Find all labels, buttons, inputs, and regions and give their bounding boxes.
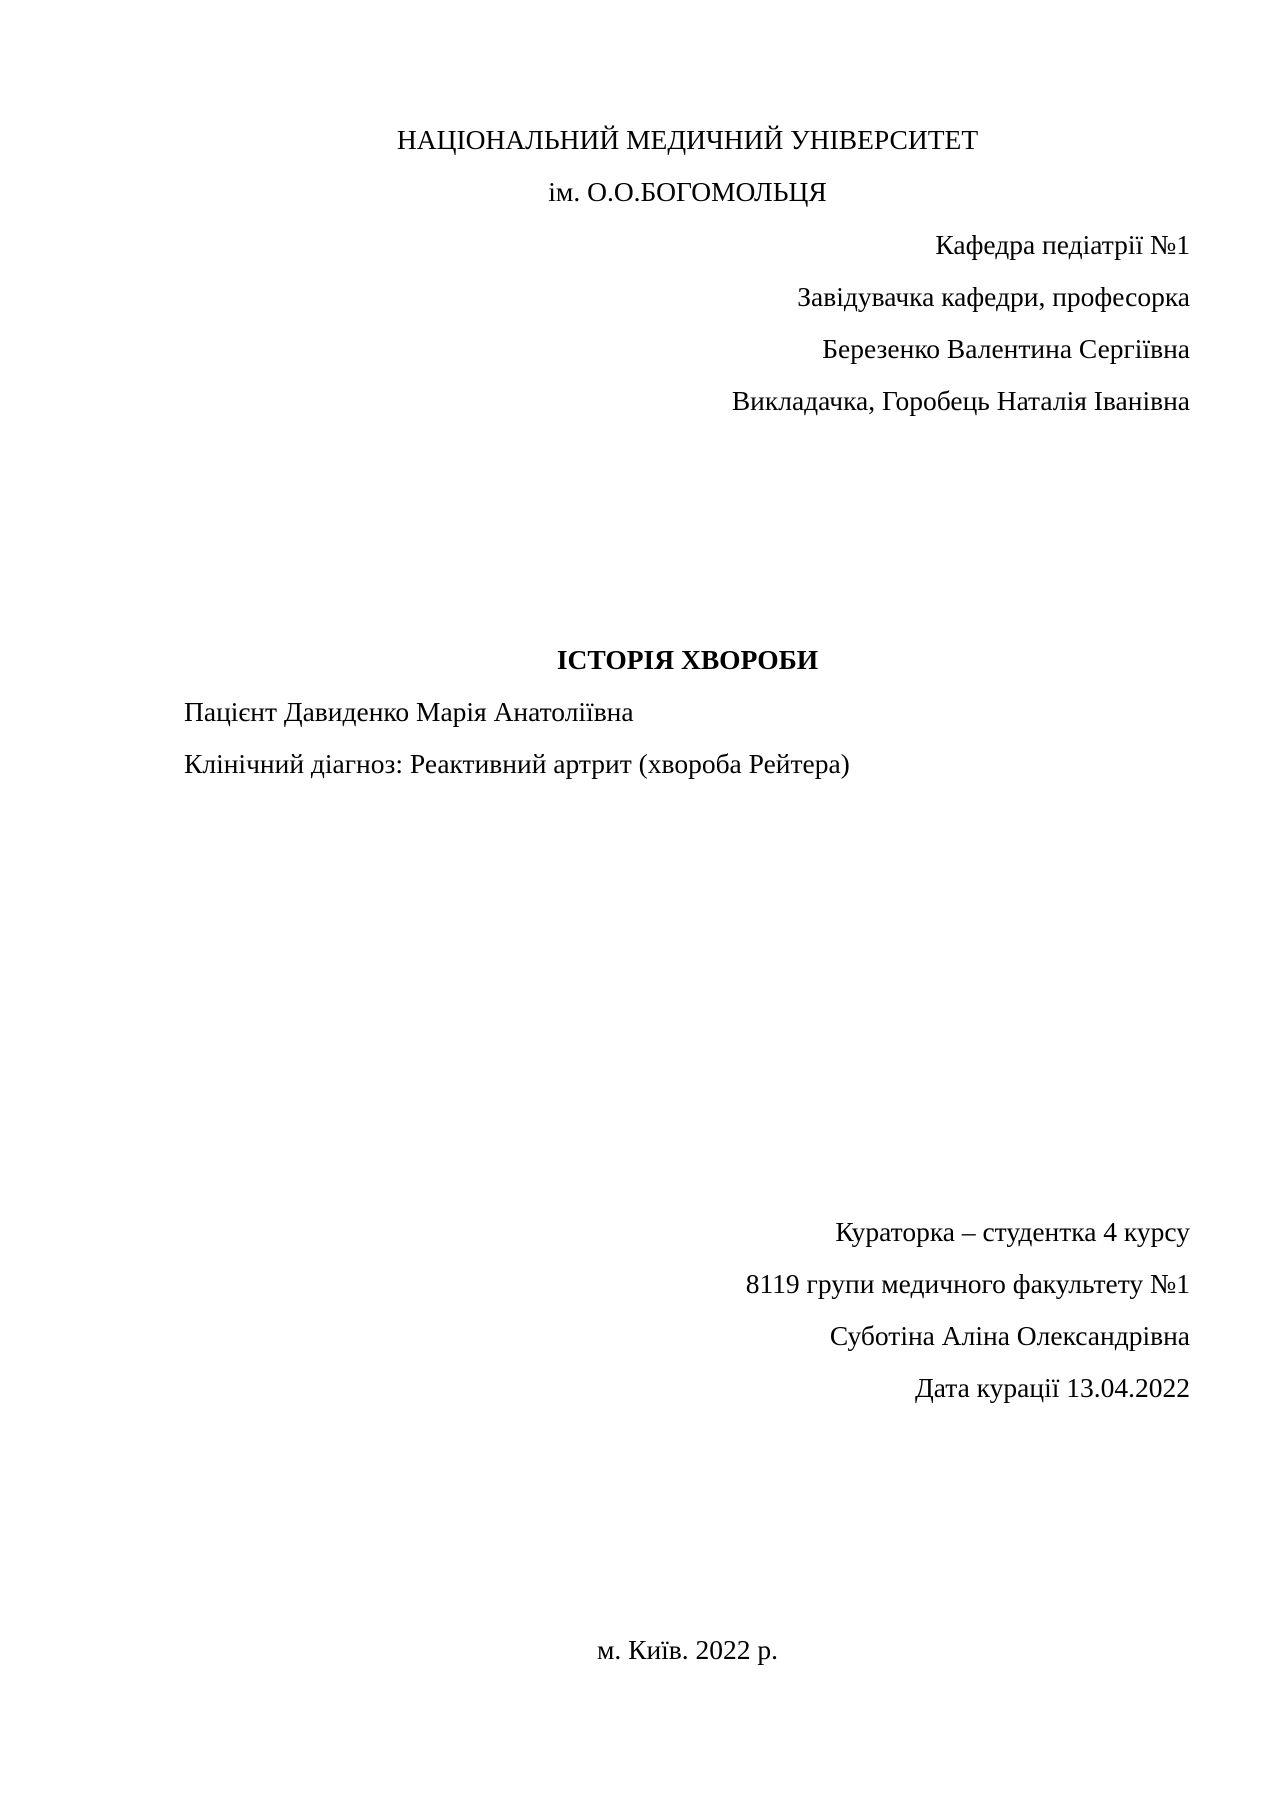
curator-group: 8119 групи медичного факультету №1 — [745, 1268, 1190, 1299]
city-year: м. Київ. 2022 р. — [596, 1634, 779, 1665]
document-title: ІСТОРІЯ ХВОРОБИ — [556, 644, 819, 675]
university-name: НАЦІОНАЛЬНИЙ МЕДИЧНИЙ УНІВЕРСИТЕТ — [396, 124, 979, 155]
curator-name: Суботіна Аліна Олександрівна — [829, 1320, 1190, 1351]
university-namesake: ім. О.О.БОГОМОЛЬЦЯ — [548, 176, 827, 207]
department-head-title: Завідувачка кафедри, професорка — [797, 281, 1190, 312]
department-name: Кафедра педіатрії №1 — [935, 229, 1190, 260]
teacher-name: Викладачка, Горобець Наталія Іванівна — [731, 385, 1190, 416]
department-head-name: Березенко Валентина Сергіївна — [822, 333, 1190, 364]
clinical-diagnosis: Клінічний діагноз: Реактивний артрит (хвороба Рейтера) — [184, 748, 850, 779]
patient-name: Пацієнт Давиденко Марія Анатоліївна — [184, 696, 634, 727]
curation-date: Дата курації 13.04.2022 — [915, 1372, 1190, 1403]
curator-role: Кураторка – студентка 4 курсу — [835, 1216, 1190, 1247]
